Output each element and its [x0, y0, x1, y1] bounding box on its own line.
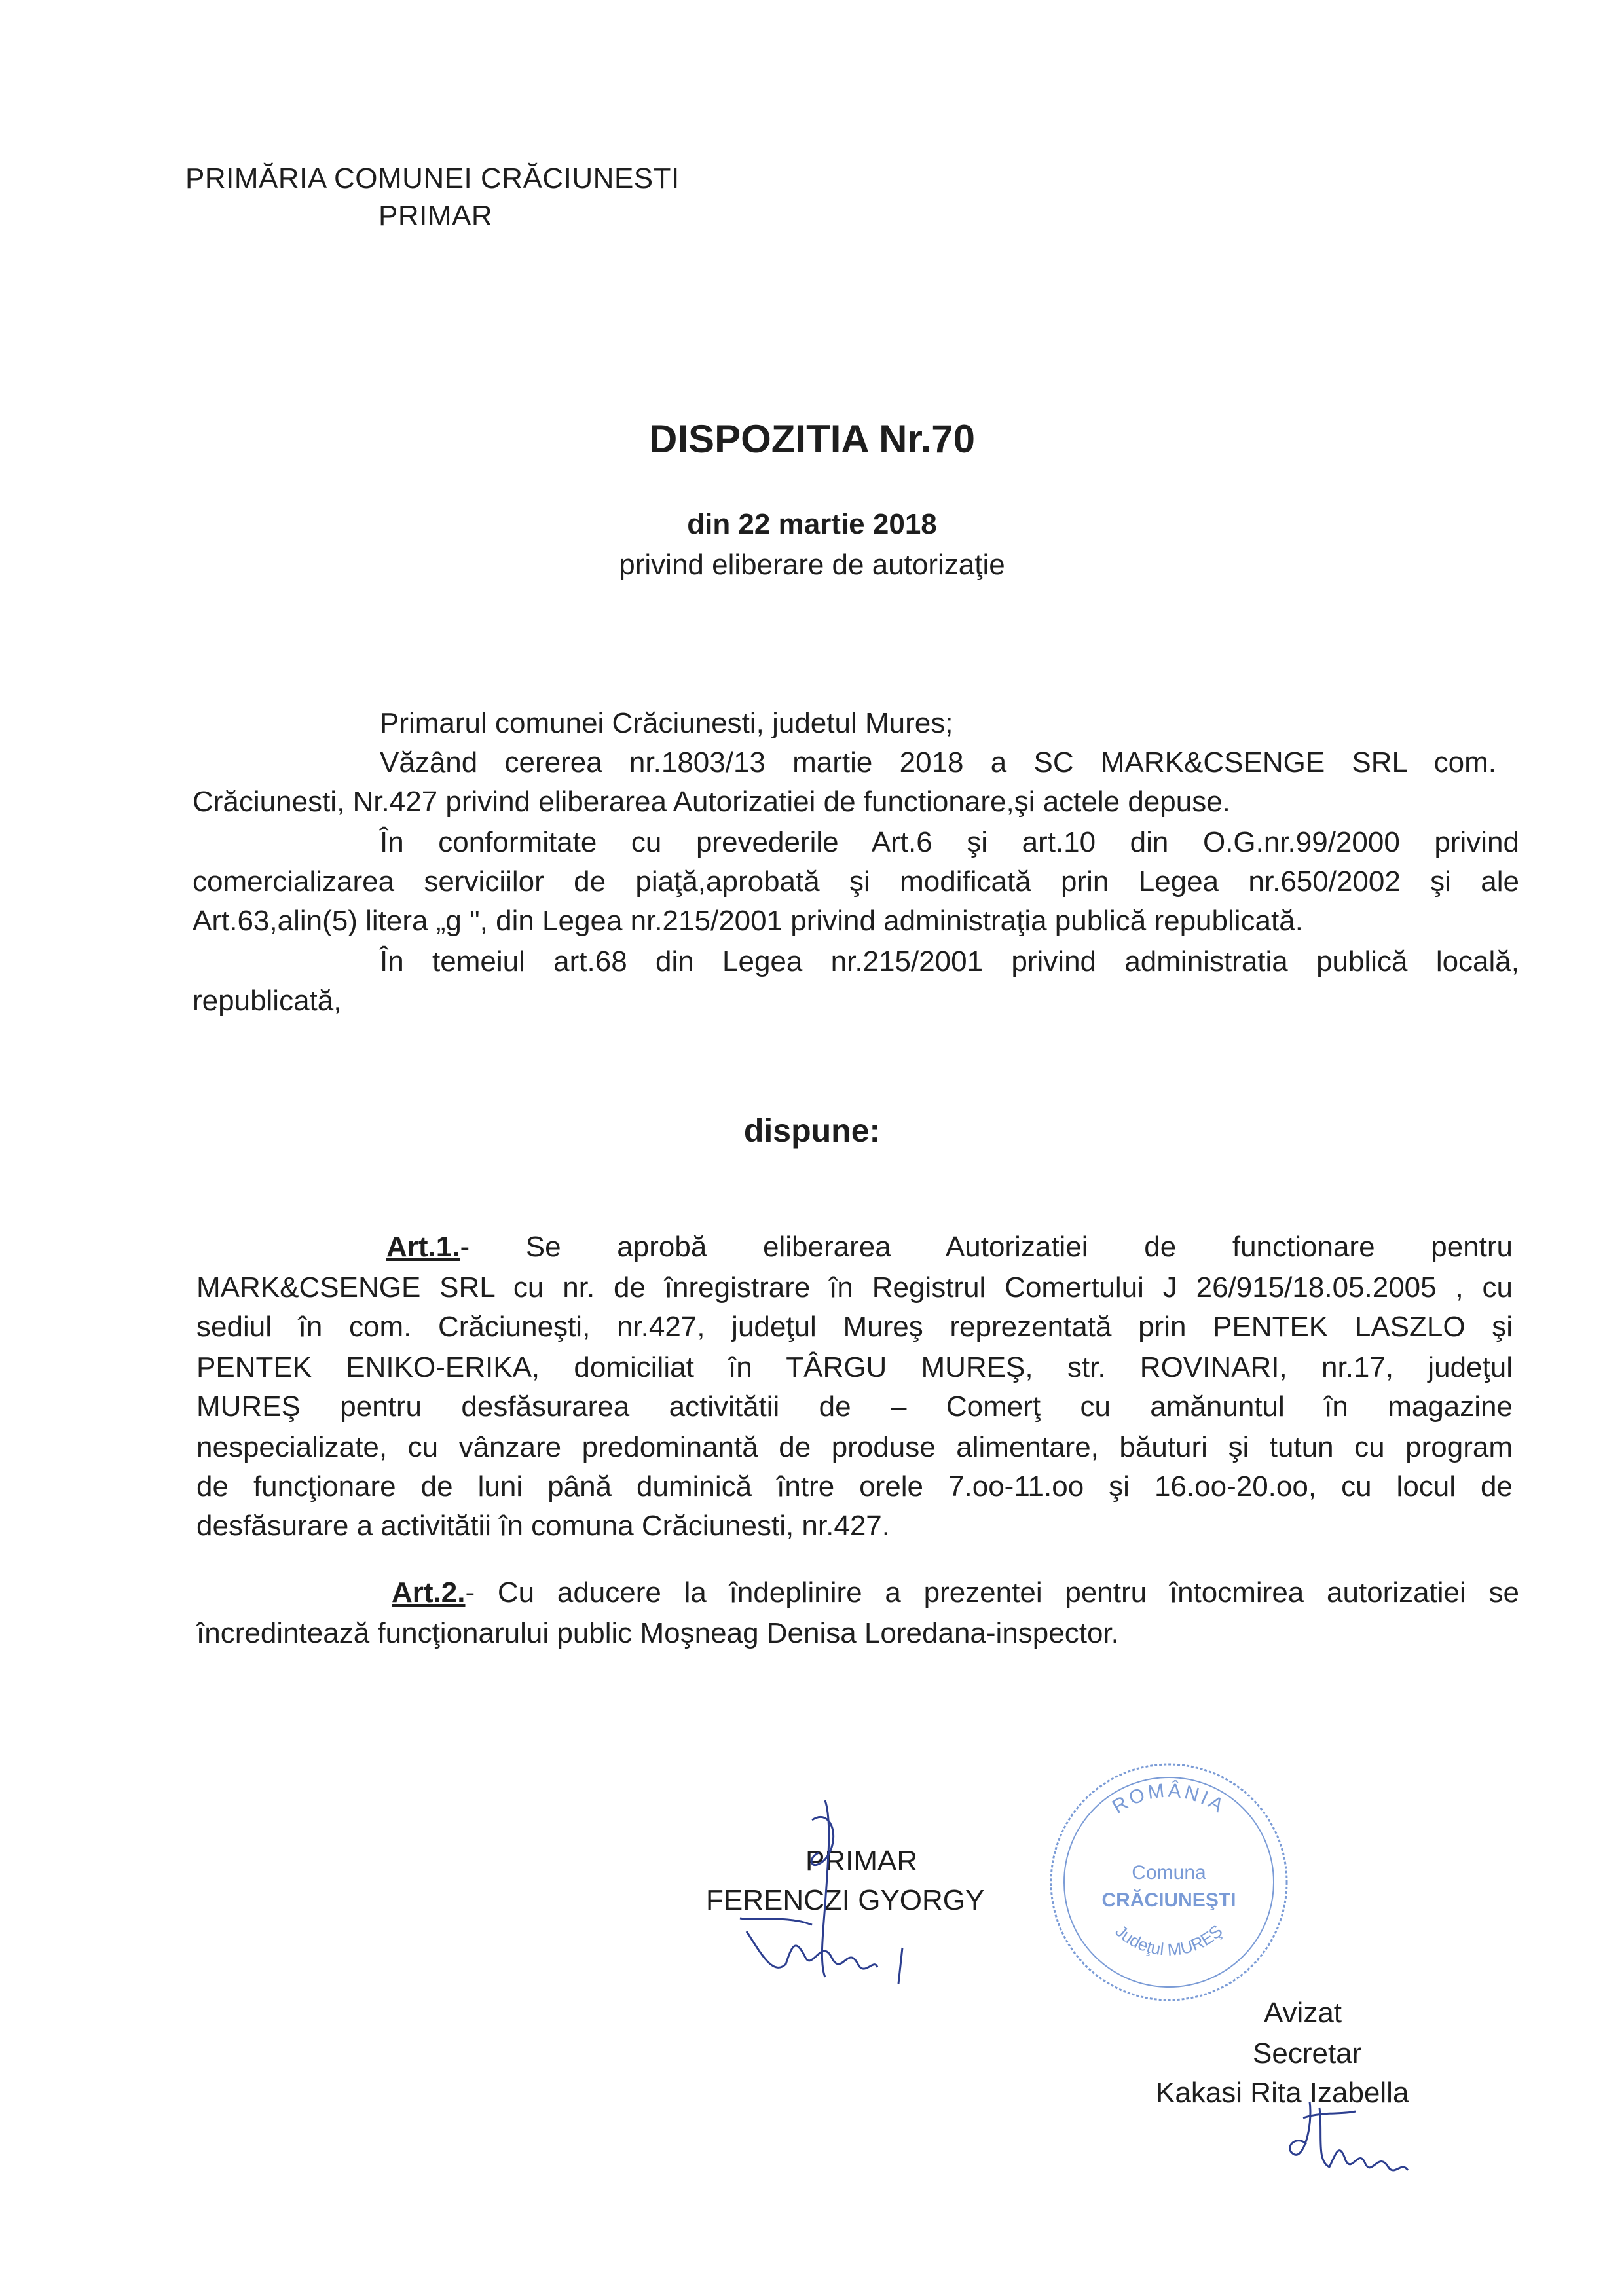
article-1-line: MUREŞ pentru desfăsurarea activitătii de – Comerţ cu amănuntul în magazine	[196, 1391, 1513, 1423]
article-2-line: încredintează funcţionarului public Moşneag Denisa Loredana-inspector.	[196, 1617, 1119, 1649]
preamble-line: Crăciunesti, Nr.427 privind eliberarea Autorizatiei de functionare,şi actele depuse.	[193, 786, 1230, 818]
preamble-line: Văzând cererea nr.1803/13 martie 2018 a SC MARK&CSENGE SRL com.	[380, 746, 1496, 778]
svg-text:Judeţul MUREŞ	[1111, 1921, 1226, 1959]
article-1-line: nespecializate, cu vânzare predominantă de produse alimentare, băuturi şi tutun cu program	[196, 1431, 1513, 1463]
institution-name: PRIMĂRIA COMUNEI CRĂCIUNESTI	[185, 162, 680, 194]
article-1-first-line	[386, 1231, 1513, 1264]
stamp-center-text: CRĂCIUNEŞTI	[1101, 1889, 1236, 1911]
official-stamp	[1041, 1755, 1297, 2010]
preamble-line: Art.63,alin(5) litera „g ", din Legea nr.215/2001 privind administraţia publică republicată.	[193, 905, 1303, 937]
preamble-line: republicată,	[193, 985, 342, 1017]
secretary-title: Secretar	[1253, 2037, 1362, 2069]
mayor-title: PRIMAR	[805, 1845, 918, 1877]
article-2-label: Art.2.	[392, 1576, 466, 1609]
preamble-line: comercializarea serviciilor de piaţă,aprobată şi modificată prin Legea nr.650/2002 şi ale	[193, 866, 1519, 898]
article-1-line: MARK&CSENGE SRL cu nr. de înregistrare în Registrul Comertului J 26/915/18.05.2005 , cu	[196, 1271, 1513, 1303]
preamble-line: În conformitate cu prevederile Art.6 şi art.10 din O.G.nr.99/2000 privind	[380, 826, 1519, 858]
article-1-label: Art.1.	[386, 1231, 460, 1263]
article-2-first-line	[392, 1576, 1519, 1609]
stamp-top-text: ROMÂNIA	[1108, 1779, 1230, 1818]
article-1-line: sediul în com. Crăciuneşti, nr.427, judeţul Mureş reprezentată prin PENTEK LASZLO şi	[196, 1311, 1513, 1343]
article-1-line: desfăsurare a activitătii în comuna Crăciunesti, nr.427.	[196, 1510, 890, 1542]
office-name: PRIMAR	[378, 200, 493, 232]
svg-text:ROMÂNIA	[1109, 1779, 1229, 1817]
secretary-signature	[1283, 2082, 1434, 2187]
stamp-middle-text: Comuna	[1132, 1862, 1206, 1884]
article-2-text: - Cu aducere la îndeplinire a prezentei pentru întocmirea autorizatiei se	[465, 1576, 1519, 1609]
mayor-signature	[733, 1781, 943, 1997]
mayor-name: FERENCZI GYORGY	[706, 1884, 985, 1916]
document-date: din 22 martie 2018	[687, 508, 937, 540]
article-1-line: PENTEK ENIKO-ERIKA, domiciliat în TÂRGU MUREŞ, str. ROVINARI, nr.17, judeţul	[196, 1351, 1513, 1383]
preamble-line: Primarul comunei Crăciunesti, judetul Mures;	[380, 707, 953, 739]
preamble-line: În temeiul art.68 din Legea nr.215/2001 privind administratia publică locală,	[380, 945, 1519, 977]
dispune-heading: dispune:	[743, 1112, 881, 1149]
document-subject: privind eliberare de autorizaţie	[619, 549, 1005, 581]
document-title: DISPOZITIA Nr.70	[649, 417, 975, 461]
article-1-line: de funcţionare de luni până duminică între orele 7.oo-11.oo şi 16.oo-20.oo, cu locul de	[196, 1470, 1513, 1503]
article-1-text: - Se aprobă eliberarea Autorizatiei de functionare pentru	[460, 1231, 1513, 1263]
secretary-name: Kakasi Rita Izabella	[1156, 2077, 1409, 2109]
stamp-bottom-text: Judeţul MUREŞ	[1111, 1921, 1227, 1960]
endorsement-label: Avizat	[1264, 1997, 1342, 2029]
